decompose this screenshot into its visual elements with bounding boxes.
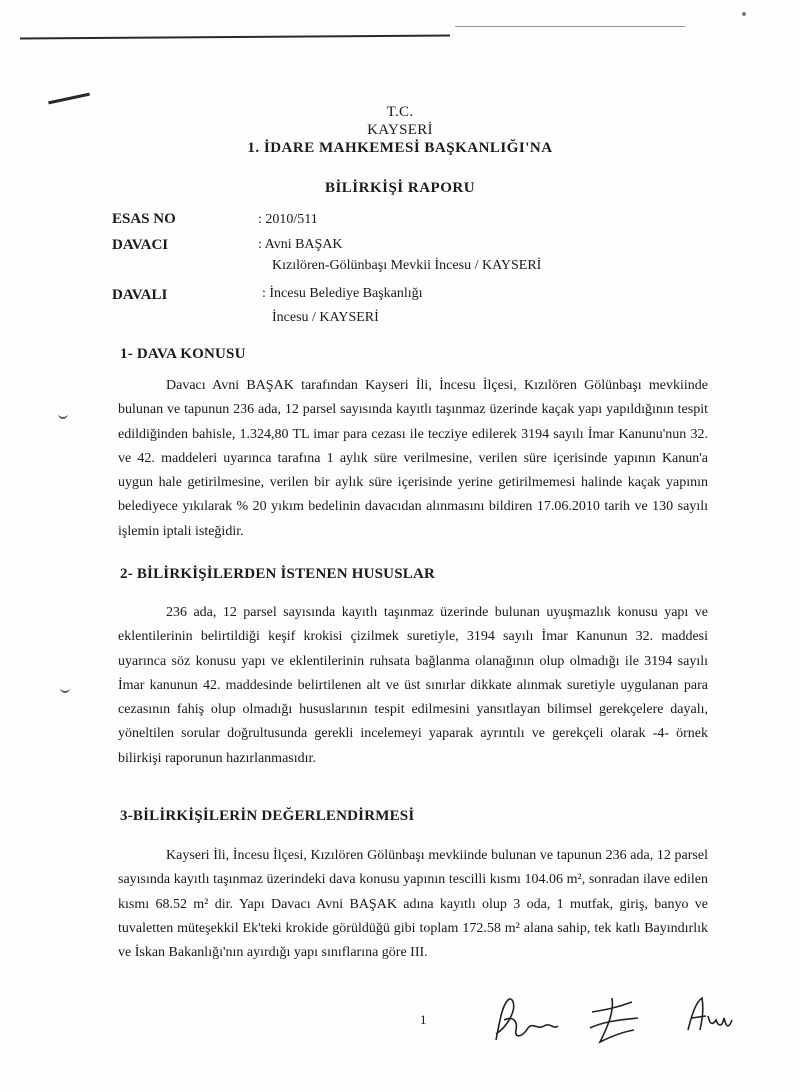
- header-court: 1. İDARE MAHKEMESİ BAŞKANLIĞI'NA: [247, 140, 553, 156]
- davaci-label: DAVACI: [112, 237, 169, 253]
- davali-value: : İncesu Belediye Başkanlığı: [262, 286, 423, 301]
- esas-label: ESAS NO: [112, 211, 176, 227]
- section-heading: 2- BİLİRKİŞİLERDEN İSTENEN HUSUSLAR: [120, 566, 436, 582]
- scan-dash-left: [48, 93, 90, 105]
- margin-mark: [58, 414, 68, 419]
- signature-3: [680, 990, 740, 1040]
- scan-line-top-right: [455, 26, 685, 27]
- header-tc: T.C.: [386, 104, 414, 120]
- margin-mark: [60, 688, 70, 693]
- section-body: 236 ada, 12 parsel sayısında kayıtlı taşınmaz üzerinde bulunan uyuşmazlık konusu yapı ve eklentilerinin belirtildiği keşif krokisi çizilmek suretiyle, 3194 sayılı İmar Kanunun 32. maddesi uyarınca söz konusu yapı ve eklentilerinin ruhsata bağlanma olanağının olup olmadığı ile 3194 sayılı İmar kanunun 42. maddesinde belirtilenen alt ve üst sınırlar dikkate alınmak suretiyle uygulanan para cezasının fahiş olup olmadığı hususlarının tespit edilmesini yansıtlayan bilimsel gerekçelere dayalı, yöneltilen sorular doğrultusunda gerekli incelemeyi yaparak ayrıntılı ve gerekçeli olarak -4- örnek bilirkişi raporunun hazırlanmasıdır.: [118, 605, 708, 766]
- davali-label: DAVALI: [112, 287, 168, 303]
- scan-dot-corner: [742, 12, 746, 16]
- davali-address: İncesu / KAYSERİ: [272, 310, 379, 325]
- section-body: Davacı Avni BAŞAK tarafından Kayseri İli, İncesu İlçesi, Kızılören Gölünbaşı mevkiinde bulunan ve tapunun 236 ada, 12 parsel sayısında kayıtlı taşınmaz üzerinde kaçak yapı yapıldığının tespit edildiğinden bahisle, 1.324,80 TL imar para cezası ile tecziye edilerek 3194 sayılı İmar Kanunu'nun 32. ve 42. maddeleri uyarınca tarafına 1 aylık süre verilmesine, verilen süre içerisinde yapının Kanun'a uygun hale getirilmesine, verilen bir aylık süre içerisinde yerine getirilmemesi halinde kaçak yapının belediyece yıkılarak % 20 yıkım bedelinin davacıdan alınmasını bildiren 17.06.2010 tarih ve 130 sayılı işlemin iptali isteğidir.: [118, 378, 708, 539]
- davaci-address: Kızılören-Gölünbaşı Mevkii İncesu / KAYSERİ: [272, 258, 542, 273]
- section-heading: 3-BİLİRKİŞİLERİN DEĞERLENDİRMESİ: [120, 808, 415, 824]
- signature-2: [582, 992, 652, 1052]
- signature-1: [482, 990, 562, 1050]
- report-title: BİLİRKİŞİ RAPORU: [324, 180, 476, 196]
- scan-line-top: [20, 34, 450, 39]
- header-city: KAYSERİ: [367, 122, 433, 138]
- page-number: 1: [420, 1012, 427, 1027]
- section-body: Kayseri İli, İncesu İlçesi, Kızılören Gölünbaşı mevkiinde bulunan ve tapunun 236 ada, 12 parsel sayısında kayıtlı taşınmaz üzerindeki dava konusu yapının tescilli kısmı 104.06 m², sonradan ilave edilen kısmı 68.52 m² dir. Yapı Davacı Avni BAŞAK adına kayıtlı olup 3 oda, 1 mutfak, giriş, banyo ve tuvaletten müteşekkil Ek'teki krokide görüldüğü gibi toplam 172.58 m² alana sahip, tek katlı Bayındırlık ve İskan Bakanlığı'nın ayırdığı yapı sınıflarına göre III.: [118, 848, 708, 961]
- section-heading: 1- DAVA KONUSU: [120, 346, 246, 362]
- davaci-value: : Avni BAŞAK: [258, 237, 343, 252]
- esas-value: : 2010/511: [258, 212, 318, 227]
